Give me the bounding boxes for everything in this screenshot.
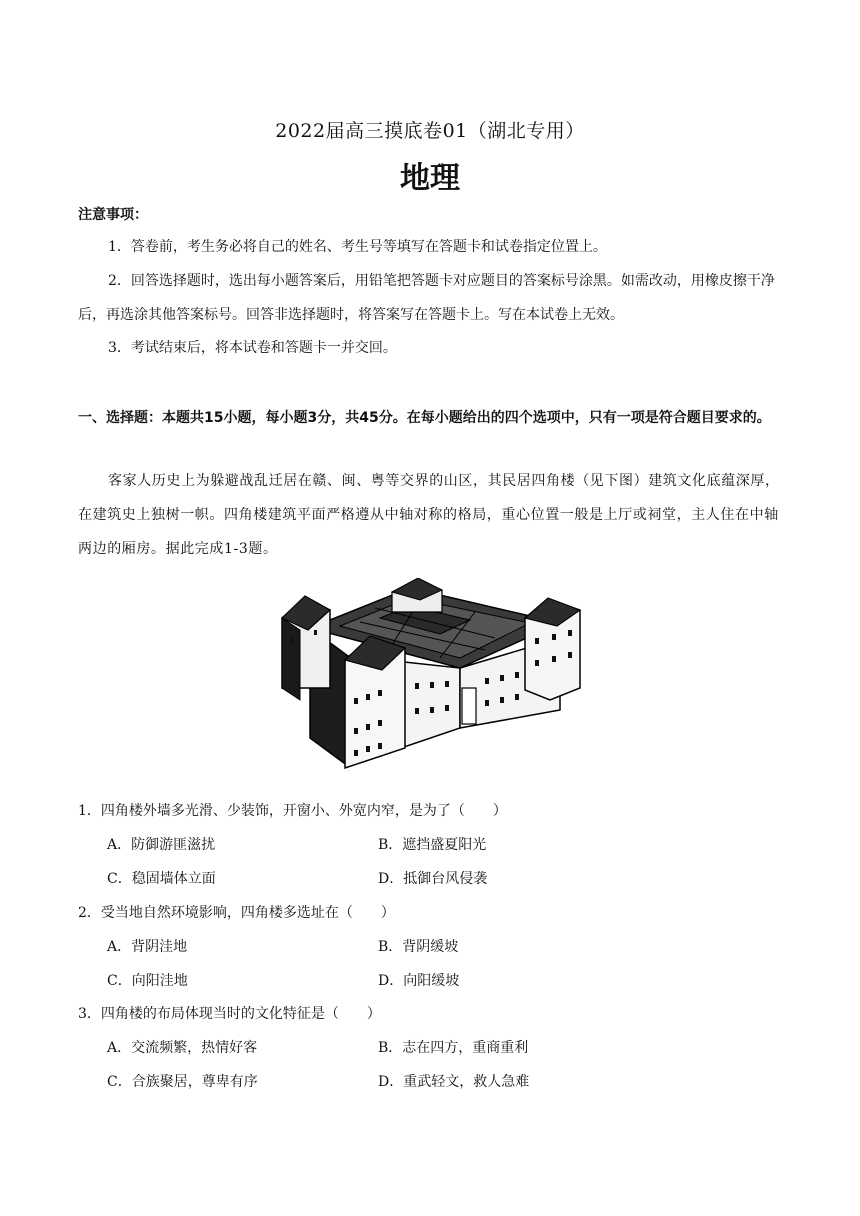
note-item-1: 1．答卷前，考生务必将自己的姓名、考生号等填写在答题卡和试卷指定位置上。	[108, 239, 607, 255]
question-1-option-d: D．抵御台风侵袭	[378, 871, 488, 887]
question-2-stem: 2．受当地自然环境影响，四角楼多选址在（ ）	[78, 905, 395, 921]
reading-passage: 客家人历史上为躲避战乱迁居在赣、闽、粤等交界的山区，其民居四角楼（见下图）建筑文化底蕴深厚，在建筑史上独树一帜。四角楼建筑平面严格遵从中轴对称的格局，重心位置一般是上厅或祠堂，主人住在中轴两边的厢房。据此完成1-3题。	[78, 473, 780, 557]
question-1-option-c: C．稳固墙体立面	[107, 871, 216, 887]
question-2-option-d: D．向阳缓坡	[378, 973, 460, 989]
question-1-option-a: A．防御游匪滋扰	[107, 837, 216, 853]
question-3-option-b: B．志在四方，重商重利	[378, 1040, 529, 1056]
notes-heading: 注意事项：	[78, 207, 148, 223]
question-1-stem: 1．四角楼外墙多光滑、少装饰，开窗小、外宽内窄，是为了（ ）	[78, 803, 507, 819]
question-2-option-c: C．向阳洼地	[107, 973, 188, 989]
question-3-option-c: C．合族聚居，尊卑有序	[107, 1074, 258, 1090]
question-2-option-b: B．背阴缓坡	[378, 939, 459, 955]
note-item-3: 3．考试结束后，将本试卷和答题卡一并交回。	[108, 340, 397, 356]
question-3-stem: 3．四角楼的布局体现当时的文化特征是（ ）	[78, 1006, 381, 1022]
siguolou-building-figure	[270, 578, 590, 778]
question-3-option-a: A．交流频繁，热情好客	[107, 1040, 258, 1056]
question-1-option-b: B．遮挡盛夏阳光	[378, 837, 487, 853]
subject-title: 地理	[400, 161, 460, 196]
exam-title: 2022届高三摸底卷01（湖北专用）	[275, 120, 585, 142]
question-2-option-a: A．背阴洼地	[107, 939, 188, 955]
note-item-2: 2．回答选择题时，选出每小题答案后，用铅笔把答题卡对应题目的答案标号涂黑。如需改动，用橡皮擦干净后，再选涂其他答案标号。回答非选择题时，将答案写在答题卡上。写在本试卷上无效。	[78, 273, 775, 323]
section-heading: 一、选择题：本题共15小题，每小题3分，共45分。在每小题给出的四个选项中，只有一项是符合题目要求的。	[78, 410, 771, 426]
question-3-option-d: D．重武轻文，救人急难	[378, 1074, 530, 1090]
